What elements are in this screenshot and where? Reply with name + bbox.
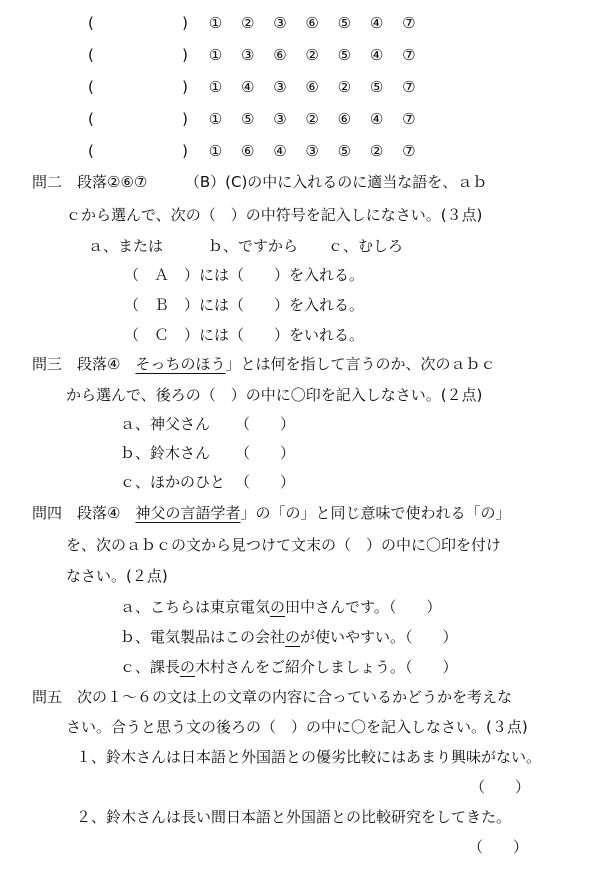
q3-option: ｂ、鈴木さん （ ） (120, 444, 296, 462)
q3-heading: 問三 段落④ そっちのほう」とは何を指して言うのか、次のａｂｃ (32, 355, 496, 373)
q2-heading: 問二 段落②⑥⑦ （B）(C)の中に入れるのに適当な語を、ａｂ (32, 173, 488, 191)
order-option-row (88, 110, 423, 128)
order-sequence: ① ⑤ ③ ② ⑥ ④ ⑦ (208, 110, 423, 128)
order-sequence: ① ② ③ ⑥ ⑤ ④ ⑦ (208, 14, 423, 32)
q2-item[interactable]: （ Ｃ ）には（ ）をいれる。 (124, 326, 365, 344)
order-option-row (88, 46, 423, 64)
order-sequence: ① ④ ③ ⑥ ② ⑤ ⑦ (208, 78, 423, 96)
answer-blank[interactable]: ( ) (88, 110, 188, 128)
q2-choices: ａ、または ｂ、ですから ｃ、むしろ (88, 237, 404, 255)
q4-option[interactable]: ａ、こちらは東京電気の田中さんです。（ ） (120, 598, 442, 616)
q4-option[interactable]: ｂ、電気製品はこの会社のが使いやすい。（ ） (120, 628, 458, 646)
answer-blank[interactable]: ( ) (88, 78, 188, 96)
order-option-row (88, 78, 423, 96)
q2-item[interactable]: （ Ｂ ）には（ ）を入れる。 (124, 296, 365, 314)
q5-statement: １、鈴木さんは日本語と外国語との優劣比較にはあまり興味がない。 (76, 748, 542, 766)
q4-heading: 問四 段落④ 神父の言語学者」の「の」と同じ意味で使われる「の」 (32, 504, 511, 522)
q5-instruction: さい。合うと思う文の後ろの（ ）の中に〇を記入しなさい。(３点) (66, 718, 528, 736)
q2-item[interactable]: （ Ａ ）には（ ）を入れる。 (124, 266, 365, 284)
q4-instruction-2: なさい。(２点) (66, 567, 168, 585)
answer-blank[interactable]: （ ） (470, 778, 531, 796)
q4-instruction: を、次のａｂｃの文から見つけて文末の（ ）の中に〇印を付け (66, 536, 502, 554)
order-sequence: ① ⑥ ④ ③ ⑤ ② ⑦ (208, 142, 423, 160)
answer-blank[interactable]: ( ) (88, 46, 188, 64)
q3-option: ｃ、ほかのひと （ ） (120, 473, 296, 491)
order-sequence: ① ③ ⑥ ② ⑤ ④ ⑦ (208, 46, 423, 64)
q3-option: ａ、神父さん （ ） (120, 415, 296, 433)
answer-blank[interactable]: （ ） (235, 415, 296, 433)
answer-blank[interactable]: ( ) (88, 14, 188, 32)
answer-blank[interactable]: （ ） (235, 473, 296, 491)
q5-heading: 問五 次の１～６の文は上の文章の内容に合っているかどうかを考えな (32, 688, 513, 706)
answer-blank[interactable]: （ ） (235, 444, 296, 462)
answer-blank[interactable]: （ ） (468, 838, 529, 856)
answer-blank[interactable]: ( ) (88, 142, 188, 160)
q2-instruction: ｃから選んで、次の（ ）の中符号を記入しになさい。(３点) (66, 206, 483, 224)
underlined-phrase: そっちのほう (135, 355, 226, 373)
q3-instruction: から選んで、後ろの（ ）の中に〇印を記入しなさい。(２点) (66, 386, 483, 404)
order-option-row (88, 14, 423, 32)
underlined-phrase: 神父の言語学者 (135, 504, 241, 522)
q4-option[interactable]: ｃ、課長の木村さんをご紹介しましょう。（ ） (120, 658, 458, 676)
order-option-row (88, 142, 423, 160)
q5-statement: ２、鈴木さんは長い間日本語と外国語との比較研究をしてきた。 (76, 808, 512, 826)
